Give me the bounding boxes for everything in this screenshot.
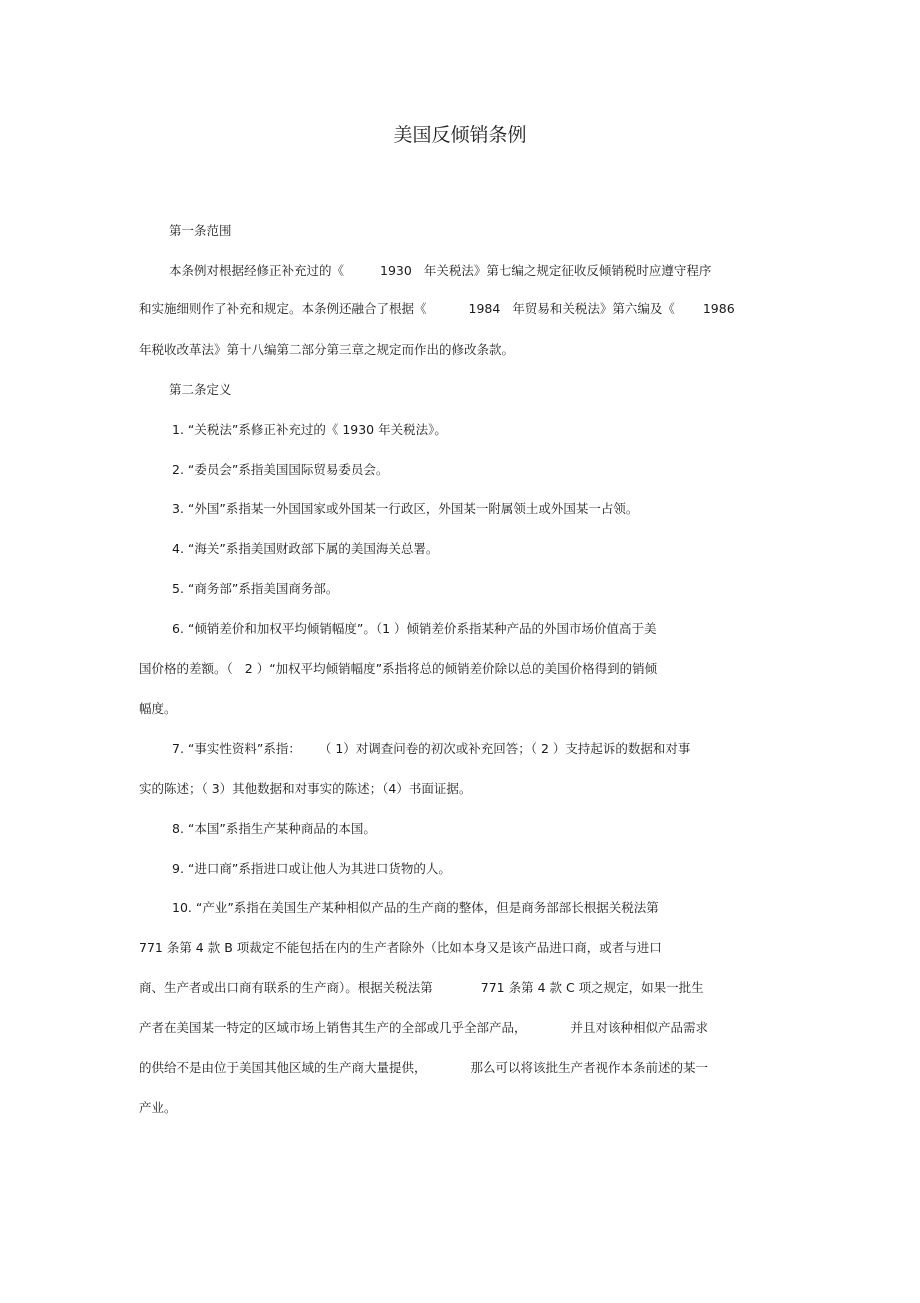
text-segment: 7. “事实性资料”系指： — [172, 741, 301, 756]
text-segment: 国价格的差额。（ — [139, 661, 233, 676]
text-segment: 并且对该种相似产品需求 — [570, 1020, 709, 1035]
definition-item-continuation — [139, 979, 704, 997]
definition-item — [172, 740, 690, 758]
definition-item: 4. “海关”系指美国财政部下属的美国海关总署。 — [172, 541, 439, 556]
definition-item-continuation: 771 条第 4 款 B 项裁定不能包括在内的生产者除外（比如本身又是该产品进口商，或者与进口 — [139, 940, 662, 955]
text-segment: 本条例对根据经修正补充过的《 — [169, 263, 345, 278]
text-segment: 1986 — [702, 301, 735, 316]
definition-item: 1. “关税法”系修正补充过的《 1930 年关税法》。 — [172, 422, 447, 437]
text-segment: 和实施细则作了补充和规定。本条例还融合了根据《 — [139, 301, 427, 316]
text-segment: 年关税法》第七编之规定征收反倾销税时应遵守程序 — [423, 263, 712, 278]
definition-item: 9. “进口商”系指进口或让他人为其进口货物的人。 — [172, 861, 451, 876]
text-segment: 1930 — [380, 263, 412, 278]
definition-item: 6. “倾销差价和加权平均倾销幅度”。（1 ）倾销差价系指某种产品的外国市场价值高于美 — [172, 621, 657, 636]
document-title: 美国反倾销条例 — [393, 124, 527, 146]
text-segment: （ 1）对调查问卷的初次或补充回答；（ 2 ）支持起诉的数据和对事 — [318, 741, 691, 756]
article-1-heading: 第一条范围 — [169, 223, 232, 238]
text-segment: 1984 — [468, 301, 501, 316]
definition-item-continuation — [139, 660, 657, 678]
definition-item: 3. “外国”系指某一外国国家或外国某一行政区，外国某一附属领土或外国某一占领。 — [172, 501, 639, 516]
text-segment: 771 条第 4 款 C 项之规定，如果一批生 — [480, 980, 704, 995]
definition-item-continuation: 产业。 — [139, 1100, 177, 1115]
text-segment: 商、生产者或出口商有联系的生产商）。根据关税法第 — [139, 980, 433, 995]
text-segment: 那么可以将该批生产者视作本条前述的某一 — [470, 1060, 709, 1075]
text-segment: 产者在美国某一特定的区域市场上销售其生产的全部或几乎全部产品， — [139, 1020, 527, 1035]
article-1-text-line — [169, 262, 711, 280]
article-1-text-line — [139, 300, 735, 318]
definition-item-continuation — [139, 1059, 708, 1077]
definition-item: 8. “本国”系指生产某种商品的本国。 — [172, 821, 376, 836]
article-2-heading: 第二条定义 — [169, 382, 232, 397]
article-1-text-line: 年税收改革法》第十八编第二部分第三章之规定而作出的修改条款。 — [139, 342, 515, 357]
text-segment: 的供给不是由位于美国其他区域的生产商大量提供， — [139, 1060, 427, 1075]
text-segment: 2 ）“加权平均倾销幅度”系指将总的倾销差价除以总的美国价格得到的销倾 — [244, 661, 658, 676]
definition-item: 5. “商务部”系指美国商务部。 — [172, 581, 339, 596]
definition-item-continuation: 实的陈述；（ 3）其他数据和对事实的陈述；（4）书面证据。 — [139, 781, 472, 796]
definition-item: 10. “产业”系指在美国生产某种相似产品的生产商的整体，但是商务部部长根据关税法第 — [172, 900, 659, 915]
definition-item: 2. “委员会”系指美国国际贸易委员会。 — [172, 462, 389, 477]
definition-item-continuation — [139, 1019, 708, 1037]
definition-item-continuation: 幅度。 — [139, 701, 177, 716]
text-segment: 年贸易和关税法》第六编及《 — [512, 301, 675, 316]
